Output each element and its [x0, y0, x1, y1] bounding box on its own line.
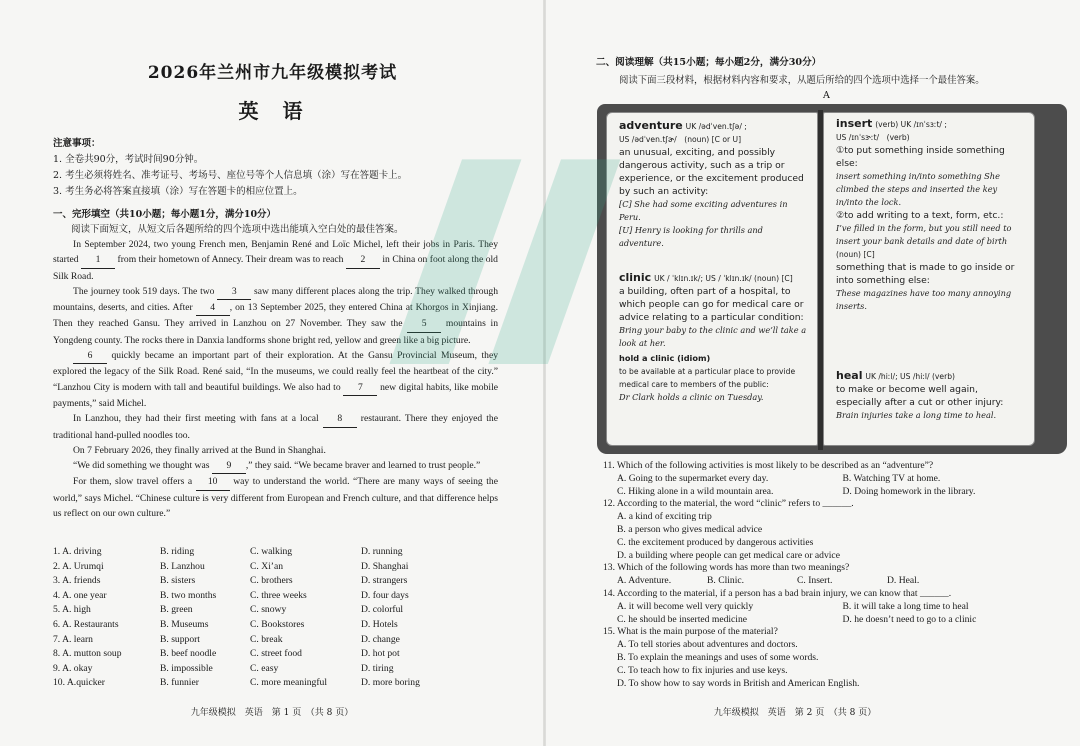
answer-choice[interactable]: B. beef noodle [160, 648, 217, 660]
option-row [53, 574, 503, 589]
passage-text: mountains in Yongdeng county. The rocks there in Danxia landforms shone bright red, yellow and green like a big picture. [53, 318, 498, 346]
choice-row [603, 511, 1068, 524]
notes-item: 3. 考生务必将答案直接填（涂）写在答题卡的相应位置上。 [53, 186, 303, 197]
pronunciation: UK / ˈklɪn.ɪk/; US / ˈklɪn.ɪk/ (noun) [C] [654, 274, 793, 283]
answer-choice[interactable]: C. brothers [250, 575, 293, 587]
choice-row [603, 601, 1068, 614]
option-row [53, 545, 503, 560]
definition: an unusual, exciting, and possibly dangerous activity, such as a trip or experience, or the excitement produced by such an activity: [619, 147, 804, 197]
passage-text: In September 2024, two young French men, Benjamin René and Loïc Michel, left their jobs in Paris. They started [53, 239, 498, 266]
pronunciation: (verb) UK /ɪnˈsɜːt/ ; [875, 120, 947, 129]
dictionary-book-image [597, 104, 1067, 454]
answer-choice[interactable]: B. support [160, 633, 200, 645]
answer-choice[interactable]: B. Museums [160, 618, 209, 630]
passage-paragraph [53, 443, 498, 458]
answer-choice[interactable]: B. it will take a long time to heal [842, 600, 969, 612]
headword: insert [836, 117, 873, 130]
passage-text: new digital habits, like mobile payments,” said Michel. [53, 381, 498, 409]
choice-row [603, 678, 1068, 691]
reading-questions [603, 460, 1068, 690]
answer-choice[interactable]: D. Doing homework in the library. [842, 485, 976, 497]
question-stem: 11. Which of the following activities is most likely to be described as an “adventure”? [603, 460, 934, 471]
example: insert something in/into something She climbed the steps and inserted the key in/into the lock. [836, 171, 1000, 207]
headword: adventure [619, 119, 683, 132]
answer-choice[interactable]: D. To show how to say words in British and American English. [617, 677, 860, 689]
option-row [53, 633, 503, 648]
definition: something that is made to go inside or into something else: [836, 262, 1015, 286]
section-instruction: 阅读下面短文，从短文后各题所给的四个选项中选出能填入空白处的最佳答案。 [71, 224, 404, 235]
answer-choice[interactable]: 7. A. learn [53, 633, 93, 645]
choice-row [603, 614, 1068, 627]
choice-row [603, 652, 1068, 665]
answer-choice[interactable]: D. hot pot [361, 648, 400, 660]
passage-text: ,” they said. “We became braver and learned to trust people.” [245, 460, 481, 472]
definition: a building, often part of a hospital, to which people can go for medical care or advice relating to a particular condition: [619, 286, 804, 323]
answer-choice[interactable]: C. Bookstores [250, 618, 305, 630]
answer-choice[interactable]: 6. A. Restaurants [53, 618, 119, 630]
answer-choice[interactable]: C. To teach how to fix injuries and use keys. [617, 664, 788, 676]
page-footer: 九年级模拟 英语 第 1 页 （共 8 页） [190, 708, 354, 718]
passage-text: On 7 February 2026, they finally arrived at the Bund in Shanghai. [73, 444, 326, 456]
cloze-blank[interactable]: 3 [217, 284, 251, 300]
answer-choice[interactable]: 5. A. high [53, 604, 91, 616]
notes-item: 2. 考生必须将姓名、准考证号、考场号、座位号等个人信息填（涂）写在答题卡上。 [53, 170, 408, 181]
answer-choice[interactable]: A. To tell stories about adventures and doctors. [617, 639, 798, 651]
answer-choice[interactable]: B. a person who gives medical advice [617, 523, 763, 535]
definition: ②to add writing to a text, form, etc.: [836, 210, 1004, 221]
answer-choice[interactable]: D. change [361, 633, 400, 645]
question-stem: 12. According to the material, the word “clinic” refers to ______. [603, 498, 854, 510]
answer-choice[interactable]: B. riding [160, 546, 195, 557]
answer-choice[interactable]: A. it will become well very quickly [617, 600, 754, 612]
example: [C] She had some exciting adventures in Peru. [619, 199, 788, 222]
answer-choice[interactable]: C. Xi’an [250, 560, 284, 572]
answer-choice[interactable]: 10. A.quicker [53, 677, 105, 689]
example: Dr Clark holds a clinic on Tuesday. [619, 392, 764, 402]
notes-heading: 注意事项： [53, 138, 101, 149]
cloze-options [53, 545, 503, 691]
idiom-heading: hold a clinic (idiom) [619, 353, 711, 363]
answer-choice[interactable]: A. a kind of exciting trip [617, 511, 712, 523]
cloze-blank[interactable]: 4 [196, 300, 230, 316]
page-2 [545, 0, 1080, 746]
cloze-blank[interactable]: 1 [81, 252, 115, 268]
answer-choice[interactable]: B. To explain the meanings and uses of some words. [617, 651, 819, 663]
question-stem: 15. What is the main purpose of the material? [603, 626, 778, 638]
example: These magazines have too many annoying inserts. [836, 288, 1012, 311]
answer-choice[interactable]: D. running [361, 546, 403, 557]
choice-row [603, 473, 1068, 486]
definition: to make or become well again, especially after a cut or other injury: [836, 384, 1004, 408]
answer-choice[interactable]: A. Going to the supermarket every day. [617, 472, 769, 484]
choice-row [603, 524, 1068, 537]
pronunciation: US /ədˈven.tʃɚ/ (noun) [C or U] [619, 135, 742, 144]
choice-row [603, 537, 1068, 550]
example: I’ve filled in the form, but you still need to insert your bank details and date of birth [836, 223, 1012, 246]
page-footer: 九年级模拟 英语 第 2 页 （共 8 页） [713, 708, 877, 718]
definition: ①to put something inside something else: [836, 145, 1005, 169]
passage-text: , on 13 September 2025, they entered China at Khorgos in Xinjiang. Then they reached Gansu. They arrived in Lanzhou on 27 November. They saw the [53, 302, 498, 330]
example: [U] Henry is looking for thrills and adventure. [619, 225, 763, 248]
pronunciation: UK /ədˈven.tʃə/ ; [685, 122, 747, 131]
pronunciation: US /ɪnˈsɝːt/ (verb) [836, 133, 910, 142]
passage-paragraph [53, 284, 498, 348]
cloze-blank[interactable]: 8 [323, 411, 357, 427]
cloze-blank[interactable]: 2 [346, 252, 380, 268]
headword: heal [836, 369, 863, 382]
exam-title: 2026年兰州市九年级模拟考试 [147, 63, 398, 83]
passage-paragraph [53, 474, 498, 521]
option-row [53, 676, 503, 691]
passage-paragraph [53, 458, 498, 474]
answer-choice[interactable]: 1. A. driving [53, 546, 102, 557]
answer-choice[interactable]: B. sisters [160, 575, 196, 587]
passage-paragraph [53, 411, 498, 443]
answer-choice[interactable]: D. Shanghai [361, 560, 409, 572]
headword: clinic [619, 271, 652, 284]
answer-choice[interactable]: D. he doesn’t need to go to a clinic [842, 613, 977, 625]
answer-choice[interactable]: C. Insert. [797, 575, 833, 587]
pronunciation: UK /hiːl/; US /hiːl/ (verb) [865, 372, 956, 381]
notes-item: 1. 全卷共90分，考试时间90分钟。 [53, 154, 204, 165]
answer-choice[interactable]: B. Watching TV at home. [842, 472, 941, 484]
passage-text: “We did something we thought was [73, 460, 212, 472]
option-row [53, 618, 503, 633]
answer-choice[interactable]: D. Hotels [361, 618, 398, 630]
answer-choice[interactable]: C. street food [250, 648, 302, 660]
answer-choice[interactable]: B. Lanzhou [160, 560, 205, 572]
part-of-speech: (noun) [C] [836, 250, 875, 259]
answer-choice[interactable]: C. Hiking alone in a wild mountain area. [617, 485, 774, 497]
answer-choice[interactable]: D. strangers [361, 575, 408, 587]
option-row [53, 603, 503, 618]
cloze-blank[interactable]: 7 [343, 380, 377, 396]
answer-choice[interactable]: C. break [250, 633, 283, 645]
option-row [53, 647, 503, 662]
answer-choice[interactable]: C. walking [250, 546, 293, 557]
answer-choice[interactable]: D. four days [361, 589, 409, 601]
option-row [53, 560, 503, 575]
choice-row [603, 486, 1068, 499]
answer-choice[interactable]: C. snowy [250, 604, 287, 616]
answer-choice[interactable]: B. impossible [160, 662, 213, 674]
cloze-section [53, 207, 498, 521]
example: Brain injuries take a long time to heal. [836, 410, 997, 420]
cloze-passage [53, 237, 498, 521]
answer-choice[interactable]: A. Adventure. [617, 575, 672, 587]
cloze-blank[interactable]: 10 [196, 474, 230, 490]
answer-choice[interactable]: D. more boring [361, 677, 420, 689]
passage-text: saw many different places along the trip. They walked through mountains, deserts, and cities. After [53, 285, 498, 314]
answer-choice[interactable]: C. more meaningful [250, 677, 327, 689]
notes-block [53, 136, 513, 200]
passage-text: in China on foot along the old Silk Road. [53, 254, 498, 282]
entry-clinic [619, 271, 807, 404]
question-stem: 14. According to the material, if a person has a bad brain injury, we can know that ______. [603, 587, 952, 599]
section-title: 二、阅读理解（共15小题；每小题2分，满分30分） [596, 57, 822, 68]
entry-heal [836, 369, 1024, 422]
option-row [53, 662, 503, 677]
passage-paragraph [53, 348, 498, 411]
example: Bring your baby to the clinic and we’ll take a look at her. [619, 325, 807, 348]
answer-choice[interactable]: C. the excitement produced by dangerous activities [617, 536, 814, 548]
passage-letter: A [823, 90, 830, 101]
entry-insert [836, 117, 1024, 313]
cloze-blank[interactable]: 9 [212, 458, 246, 474]
cloze-blank[interactable]: 5 [407, 316, 441, 332]
passage-text: quickly became an important part of their exploration. At the Gansu Provincial Museum, they explored the legacy of the Silk Road. René said, “In the museums, we could really feel the heartbeat of the city.” “Lanzhou City is modern with tall and beautiful buildings. We also had to [53, 350, 498, 393]
section-title: 一、完形填空（共10小题；每小题1分，满分10分） [53, 209, 277, 220]
entry-adventure [619, 119, 807, 250]
passage-text: way to understand the world. “There are many ways of seeing the world,” says Michel. “Chinese culture is very different from European and French culture, and that difference helps us reflect on our own culture.” [53, 476, 498, 520]
answer-choice[interactable]: B. green [160, 604, 193, 616]
answer-choice[interactable]: D. colorful [361, 604, 404, 616]
idiom-definition: to be available at a particular place to provide medical care to members of the public: [619, 367, 796, 389]
passage-paragraph [53, 237, 498, 284]
answer-choice[interactable]: C. he should be inserted medicine [617, 613, 748, 625]
option-row [53, 589, 503, 604]
answer-choice[interactable]: B. Clinic. [707, 575, 745, 587]
dictionary-right-page [823, 112, 1035, 446]
section-instruction: 阅读下面三段材料，根据材料内容和要求，从题后所给的四个选项中选择一个最佳答案。 [619, 75, 985, 86]
answer-choice[interactable]: C. easy [250, 662, 279, 674]
answer-choice[interactable]: D. Heal. [887, 575, 920, 587]
passage-text: In Lanzhou, they had their first meeting with fans at a local [73, 413, 323, 425]
choice-row [603, 665, 1068, 678]
passage-text: from their hometown of Annecy. Their dream was to reach [115, 254, 346, 266]
answer-choice[interactable]: C. three weeks [250, 589, 307, 601]
answer-choice[interactable]: B. two months [160, 589, 217, 601]
answer-choice[interactable]: B. funnier [160, 677, 199, 689]
answer-choice[interactable]: 4. A. one year [53, 589, 107, 601]
answer-choice[interactable]: 9. A. okay [53, 662, 93, 674]
passage-text: For them, slow travel offers a [73, 476, 196, 488]
question-stem: 13. Which of the following words has more than two meanings? [603, 562, 850, 574]
subject-title: 英语 [238, 99, 327, 123]
passage-text: The journey took 519 days. The two [73, 285, 218, 297]
passage-text: restaurant. There they enjoyed the traditional hand-pulled noodles too. [53, 413, 498, 441]
answer-choice[interactable]: 3. A. friends [53, 575, 101, 587]
answer-choice[interactable]: D. a building where people can get medical care or advice [617, 549, 840, 561]
cloze-blank[interactable]: 6 [73, 348, 107, 364]
choice-row [603, 550, 1068, 563]
answer-choice[interactable]: 2. A. Urumqi [53, 560, 104, 572]
choice-row [603, 639, 1068, 652]
answer-choice[interactable]: 8. A. mutton soup [53, 648, 122, 660]
choice-row [603, 575, 1068, 588]
answer-choice[interactable]: D. tiring [361, 662, 394, 674]
dictionary-left-page [606, 112, 818, 446]
